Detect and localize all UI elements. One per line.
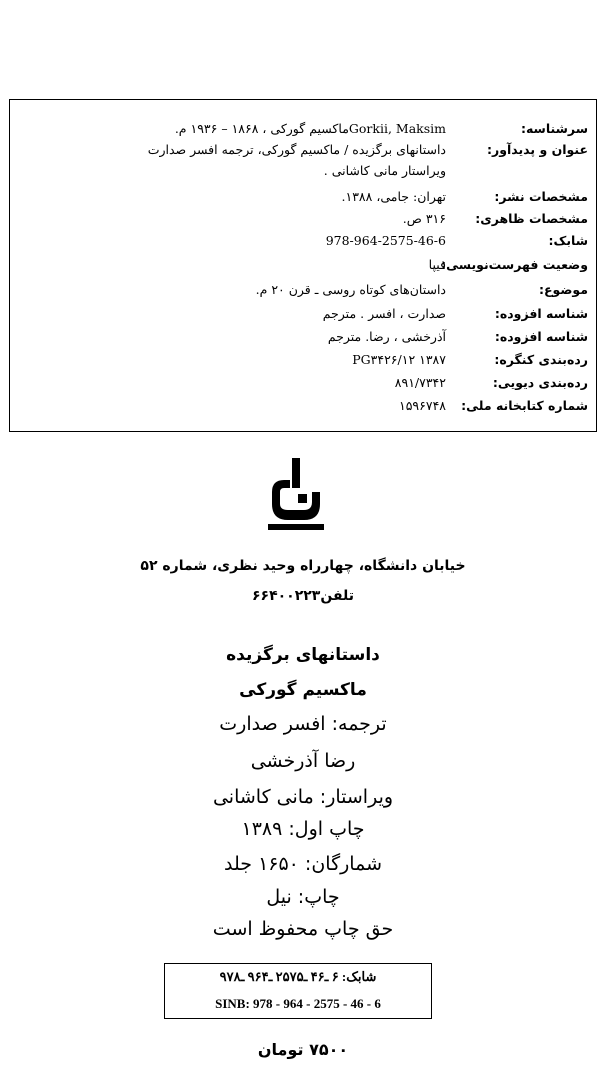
cip-value: 978-964-2575-46-6 bbox=[325, 233, 446, 248]
publisher-address: خیابان دانشگاه، چهارراه وحید نظری، شماره ۵۲ bbox=[140, 558, 466, 574]
cip-value: PG۳۴۲۶/۱۲ ۱۳۸۷ bbox=[352, 352, 446, 367]
credit-first-print: چاپ اول: ۱۳۸۹ bbox=[241, 818, 365, 840]
cip-value: ۱۵۹۶۷۴۸ bbox=[399, 398, 446, 413]
cip-label: شابک: bbox=[548, 233, 588, 248]
cip-value: ۳۱۶ ص. bbox=[402, 211, 446, 226]
cip-value: آذرخشی ، رضا. مترجم bbox=[327, 329, 446, 344]
cip-row-publication bbox=[10, 186, 596, 207]
cip-label: شناسه افزوده: bbox=[494, 329, 588, 344]
cip-row-added-entry-2 bbox=[10, 326, 596, 347]
cip-row-lc-class bbox=[10, 349, 596, 370]
price: ۷۵۰۰ تومان bbox=[257, 1040, 349, 1059]
book-author: ماکسیم گورکی bbox=[239, 680, 367, 700]
cip-value: تهران: جامی، ۱۳۸۸. bbox=[341, 189, 446, 204]
cip-label: رده‌بندی کنگره: bbox=[494, 352, 588, 367]
book-title: داستانهای برگزیده bbox=[226, 645, 380, 665]
cip-row-subject bbox=[10, 279, 596, 300]
credit-printer: چاپ: نیل bbox=[266, 886, 340, 908]
cip-label: رده‌بندی دیویی: bbox=[492, 375, 588, 390]
cip-label: سرشناسه: bbox=[520, 121, 588, 136]
cip-value: داستانهای برگزیده / ماکسیم گورکی، ترجمه افسر صدارت bbox=[147, 142, 446, 157]
publisher-logo bbox=[268, 458, 324, 530]
cip-row-national-library bbox=[10, 395, 596, 416]
credit-copyright: حق چاپ محفوظ است bbox=[212, 918, 394, 940]
credit-print-run: شمارگان: ۱۶۵۰ جلد bbox=[224, 853, 382, 875]
cip-label: موضوع: bbox=[538, 282, 588, 297]
isbn-box bbox=[164, 963, 432, 1019]
cip-label: مشخصات ظاهری: bbox=[475, 211, 588, 226]
credit-co-translator: رضا آذرخشی bbox=[250, 750, 356, 772]
cip-value: Gorkii, Maksimماکسیم گورکی ، ۱۸۶۸ – ۱۹۳۶ م. bbox=[174, 121, 446, 136]
isbn-latin: SINB: 978 - 964 - 2575 - 46 - 6 bbox=[215, 996, 381, 1011]
cip-value: ۸۹۱/۷۳۴۲ bbox=[394, 375, 446, 390]
cip-value: صدارت ، افسر . مترجم bbox=[322, 306, 446, 321]
cip-row-added-entry-1 bbox=[10, 303, 596, 324]
cip-label: مشخصات نشر: bbox=[494, 189, 588, 204]
credit-translator: ترجمه: افسر صدارت bbox=[219, 713, 387, 735]
credit-editor: ویراستار: مانی کاشانی bbox=[212, 786, 394, 808]
cip-row-isbn bbox=[10, 230, 596, 251]
cip-value: فیپا bbox=[428, 257, 446, 272]
cip-label: عنوان و پدیدآور: bbox=[487, 142, 588, 157]
cip-row-status bbox=[10, 254, 596, 275]
cip-value: داستان‌های کوتاه روسی ـ قرن ۲۰ م. bbox=[255, 282, 446, 297]
cip-row-main-entry bbox=[10, 118, 596, 139]
cip-row-dewey bbox=[10, 372, 596, 393]
cip-label: وضعیت فهرست‌نویسی: bbox=[441, 257, 588, 272]
cip-label: شماره کتابخانه ملی: bbox=[461, 398, 588, 413]
cip-row-title bbox=[10, 139, 596, 160]
cip-row-physical bbox=[10, 208, 596, 229]
cip-label: شناسه افزوده: bbox=[494, 306, 588, 321]
publisher-phone: تلفن۶۶۴۰۰۲۲۳ bbox=[251, 588, 354, 604]
cip-value: ویراستار مانی کاشانی . bbox=[323, 163, 446, 178]
cip-catalog-box bbox=[9, 99, 597, 432]
cip-row-title-cont bbox=[10, 160, 596, 181]
isbn-persian: شابک: ۶ ـ۴۶ ـ۲۵۷۵ ـ۹۶۴ ـ۹۷۸ bbox=[219, 969, 377, 984]
